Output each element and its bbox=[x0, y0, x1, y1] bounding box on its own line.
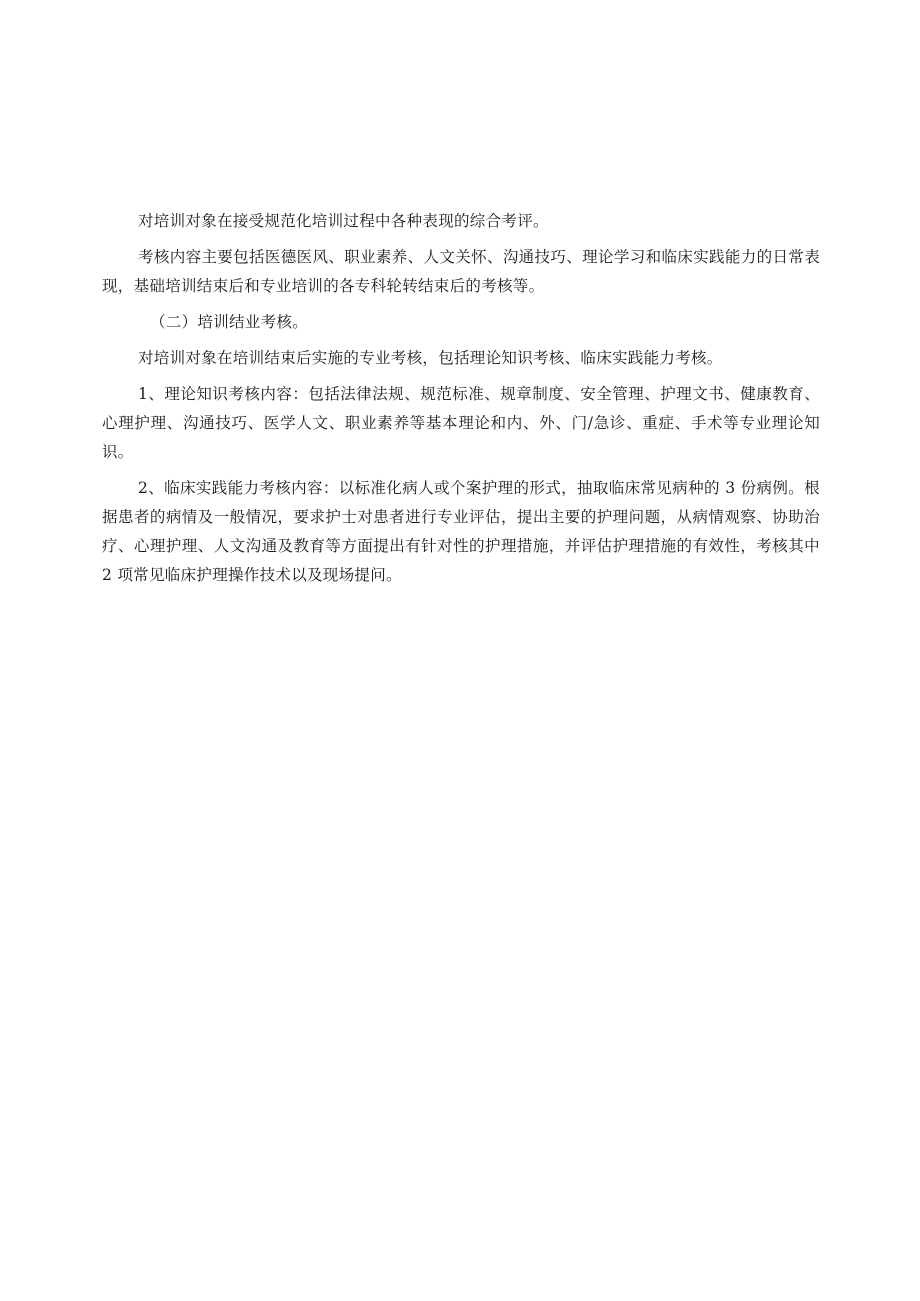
paragraph-theory-assessment: 1、理论知识考核内容：包括法律法规、规范标准、规章制度、安全管理、护理文书、健康教育、心理护理、沟通技巧、医学人文、职业素养等基本理论和内、外、门/急诊、重症、手术等专业理论知识。 bbox=[102, 385, 820, 461]
paragraph-daily-assessment-definition: 对培训对象在接受规范化培训过程中各种表现的综合考评。 bbox=[138, 212, 549, 230]
paragraph-assessment-content: 考核内容主要包括医德医风、职业素养、人文关怀、沟通技巧、理论学习和临床实践能力的日常表现，基础培训结束后和专业培训的各专科轮转结束后的考核等。 bbox=[102, 248, 820, 295]
document-body bbox=[102, 207, 820, 597]
paragraph-clinical-practice-assessment: 2、临床实践能力考核内容：以标准化病人或个案护理的形式，抽取临床常见病种的 3 份病例。根据患者的病情及一般情况，要求护士对患者进行专业评估，提出主要的护理问题，从病情观察、协助治疗、心理护理、人文沟通及教育等方面提出有针对性的护理措施，并评估护理措施的有效性，考核其中 2 项常见临床护理操作技术以及现场提问。 bbox=[102, 479, 820, 584]
paragraph-completion-assessment-definition: 对培训对象在培训结束后实施的专业考核，包括理论知识考核、临床实践能力考核。 bbox=[138, 349, 723, 367]
section-heading-completion-assessment: （二）培训结业考核。 bbox=[150, 313, 309, 331]
